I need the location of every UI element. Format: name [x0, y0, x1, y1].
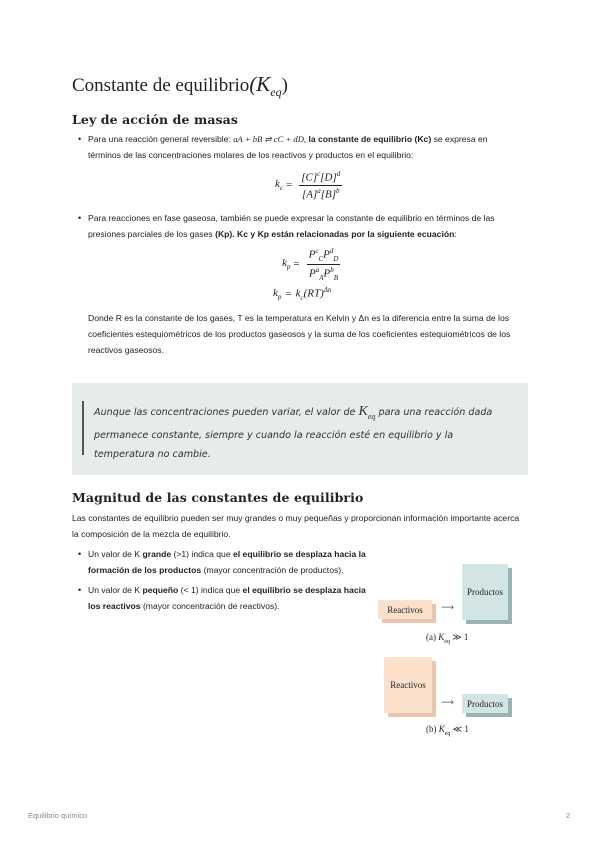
magnitude-list [72, 546, 372, 618]
list-item-general-reaction: • Para una reacción general reversible: aA + bB ⇌ cC + dD, la constante de equilibrio (Kc) se expresa en términos de las concentraciones molares de los reactivos y productos en el equilibrio: [72, 131, 512, 163]
figure-a-reactivos-box: Reactivos [378, 600, 432, 619]
list-item-large-k: • Un valor de K grande (>1) indica que el equilibrio se desplaza hacia la formación de los productos (mayor concentración de productos). [72, 546, 372, 578]
page-title [72, 72, 288, 100]
equation-kp-kc-relation: $k_p$ = $k_c(RT)^{\Delta n}$ [273, 286, 332, 302]
equation-kc: $k_c$ = $\frac{[C]^c[D]^d}{[A]^a[B]^b}$ [275, 170, 341, 201]
callout-bar [82, 401, 84, 455]
figure-a-productos-box: Productos [462, 564, 508, 620]
gas-constant-paragraph: Donde R es la constante de los gases, T es la temperatura en Kelvin y Δn es la diferencia entre la suma de los coeficientes estequiométricos de los productos gaseosos y la suma de los coeficientes estequiométricos de los reactivos gaseosos. [88, 313, 511, 355]
mass-action-list [72, 131, 512, 163]
page-title-text: Constante de equilibrio [72, 75, 250, 96]
section-heading-mass-action: Ley de acción de masas [72, 112, 238, 127]
reaction-equation: aA + bB ⇌ cC + dD, [233, 134, 307, 144]
magnitude-paragraph: Las constantes de equilibrio pueden ser muy grandes o muy pequeñas y proporcionan información importante acerca la composición de la mezcla de equilibrio. [72, 513, 520, 539]
equation-kp: $k_p$ = $\frac{P^c_CP^d_D}{P^a_AP^b_B}$ [282, 247, 339, 282]
list-item-small-k: • Un valor de K pequeño (< 1) indica que el equilibrio se desplaza hacia los reactivos (mayor concentración de reactivos). [72, 582, 372, 614]
figure-a-arrow-icon: ⟶ [441, 603, 454, 613]
footer-document-title: Equilibrio químico [28, 811, 88, 820]
figure-b-caption: (b) $K_{eq}$ ≪ 1 [426, 724, 469, 737]
figure-b-reactivos-box: Reactivos [384, 657, 432, 713]
footer-page-number: 2 [566, 811, 571, 820]
section-heading-magnitude: Magnitud de las constantes de equilibrio [72, 490, 364, 505]
page-title-k: ($K_{eq}$ [249, 72, 282, 100]
callout-text: Aunque las concentraciones pueden variar, el valor de $K_{eq}$ para una reacción dada permanece constante, siempre y cuando la reacción esté en equilibrio y la temperatura no cambie. [94, 404, 493, 460]
figure-a-caption: (a) $K_{eq}$ ≫ 1 [426, 632, 469, 645]
list-item-gas-phase: • Para reacciones en fase gaseosa, también se puede expresar la constante de equilibrio en términos de las presiones parciales de los gases (Kp). Kc y Kp están relacionadas por la siguiente ecuación: [72, 210, 512, 242]
page-title-close: ) [281, 75, 288, 96]
gas-phase-list [72, 210, 512, 242]
figure-b-productos-box: Productos [462, 694, 508, 713]
figure-b-arrow-icon: ⟶ [441, 698, 454, 708]
